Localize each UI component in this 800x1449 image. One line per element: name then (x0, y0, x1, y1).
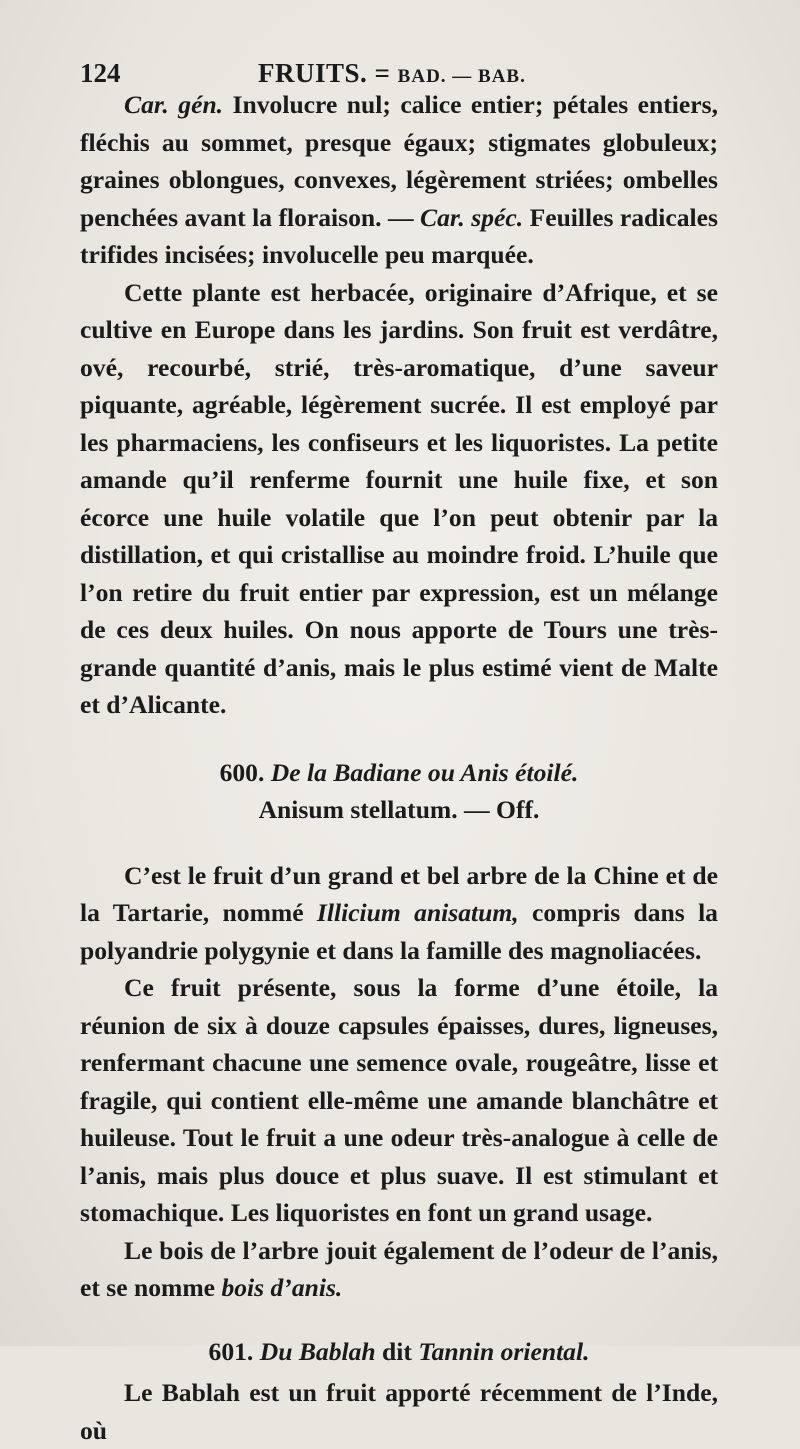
generic-characters-label: Car. gén. (124, 90, 224, 119)
wood-name: bois d’anis. (221, 1273, 343, 1302)
text-segment: Le bois de l’arbre jouit également de l’odeur de l’anis, et se nomme (80, 1235, 718, 1302)
section-title-part2: Tannin oriental. (418, 1336, 590, 1366)
running-title-main: FRUITS. = (258, 58, 398, 88)
page-body (80, 86, 718, 1449)
specific-characters-text: Feuilles radicales trifides incisées; involucelle peu marquée. (80, 202, 718, 269)
section-title: De la Badiane ou Anis étoilé. (270, 757, 579, 787)
paragraph-bablah: Le Bablah est un fruit apporté récemment de l’Inde, où (80, 1378, 718, 1445)
paragraph-bois-anis (80, 1232, 718, 1307)
paragraph-badiane-fruit: Ce fruit présente, sous la forme d’une étoile, la réunion de six à douze capsules épaisses, dures, ligneuses, renfermant chacune une semence ovale, rougeâtre, lisse et fragile, qui contient elle-même une amande blanchâtre et huileuse. Tout le fruit a une odeur très-analogue à celle de l’anis, mais plus douce et plus suave. Il est stimulant et stomachique. Les liquoristes en font un grand usage. (80, 973, 718, 1227)
running-title (258, 58, 526, 89)
section-latin-name: Anisum stellatum. — Off. (258, 795, 540, 824)
paragraph-anis-description: Cette plante est herbacée, originaire d’Afrique, et se cultive en Europe dans les jardins. Son fruit est verdâtre, ové, recourbé, strié, très-aromatique, d’une saveur piquante, agréable, légèrement sucrée. Il est employé par les pharmaciens, les confiseurs et les liquoristes. La petite amande qu’il renferme fournit une huile fixe, et son écorce une huile volatile que l’on peut obtenir par la distillation, et qui cristallise au moindre froid. L’huile que l’on retire du fruit entier par expression, est un mélange de ces deux huiles. On nous apporte de Tours une très-grande quantité d’anis, mais le plus estimé vient de Malte et d’Alicante. (80, 277, 718, 719)
section-number: 601. (208, 1336, 254, 1366)
paragraph-characters (80, 86, 718, 274)
section-title-dit: dit (375, 1336, 419, 1366)
paragraph-badiane-origin (80, 857, 718, 970)
section-heading-600 (80, 754, 718, 792)
text-segment: compris dans la polyandrie polygynie et dans la famille des magnoliacées. (80, 898, 718, 965)
section-heading-601 (80, 1333, 718, 1371)
section-title-part1: Du Bablah (259, 1336, 376, 1366)
text-segment: C’est le fruit d’un grand et bel arbre de la Chine et de la Tartarie, nommé (80, 860, 718, 927)
section-number: 600. (219, 757, 265, 787)
generic-characters-text: Involucre nul; calice entier; pétales entiers, fléchis au sommet, presque égaux; stigmates globuleux; graines oblongues, convexes, légèrement striées; ombelles penchées avant la floraison. — (80, 90, 718, 232)
page-number: 124 (80, 58, 121, 88)
botanical-name: Illicium anisatum, (316, 898, 519, 927)
running-title-sub: BAD. — BAB. (397, 66, 526, 87)
specific-characters-label: Car. spéc. (420, 202, 524, 232)
